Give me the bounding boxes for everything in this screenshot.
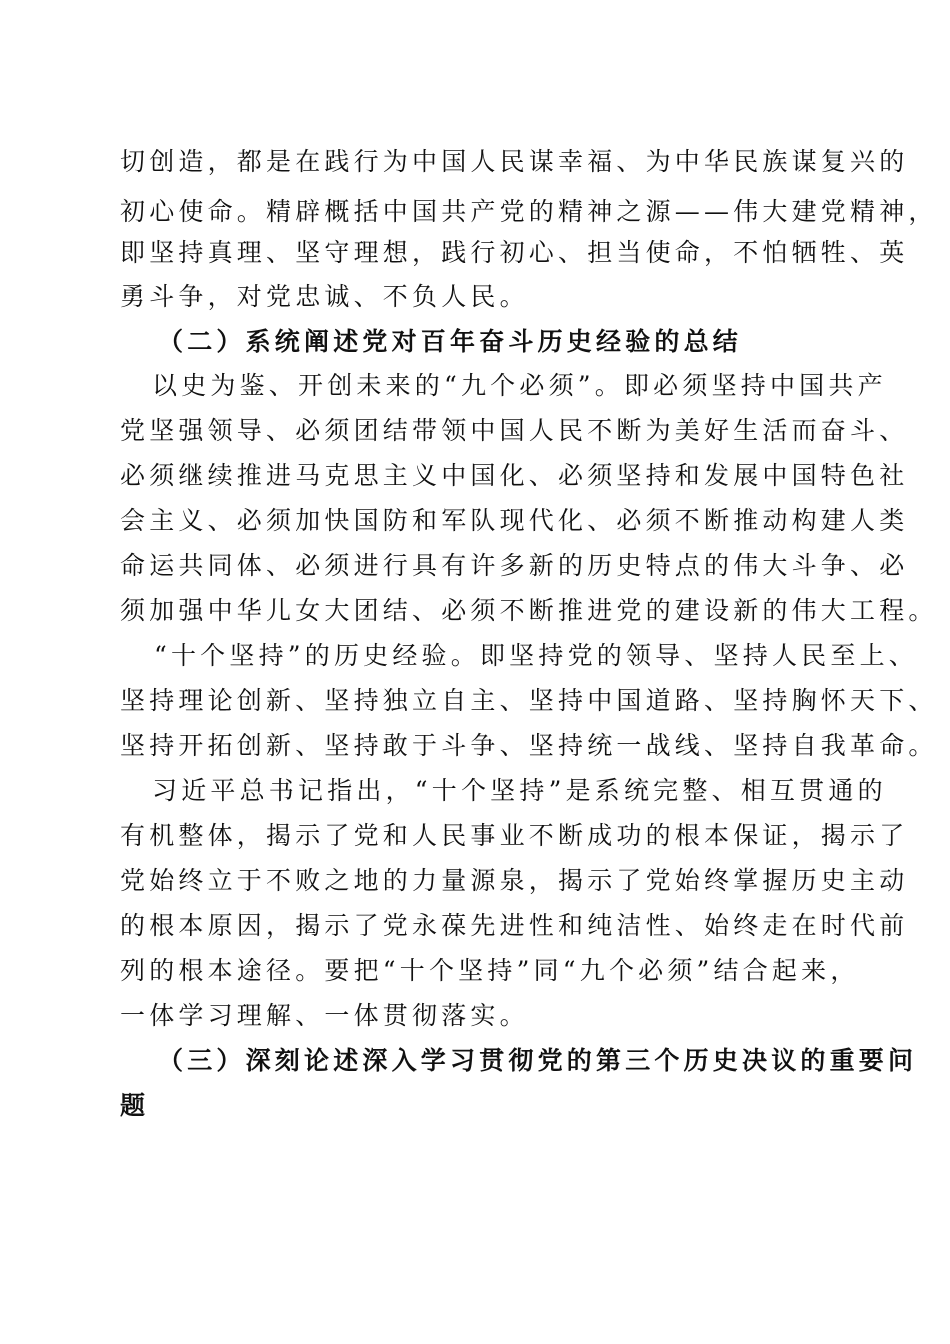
section-heading-3: （三）深刻论述深入学习贯彻党的第三个历史决议的重要问 [158, 1046, 918, 1075]
body-text-line: 党始终立于不败之地的力量源泉，揭示了党始终掌握历史主动 [120, 866, 909, 895]
body-text-line: 须加强中华儿女大团结、必须不断推进党的建设新的伟大工程。 [120, 596, 938, 625]
body-text-line: 必须继续推进马克思主义中国化、必须坚持和发展中国特色社 [120, 461, 909, 490]
body-text-line: 即坚持真理、坚守理想，践行初心、担当使命，不怕牺牲、英 [120, 238, 909, 267]
body-text-line: 习近平总书记指出，“十个坚持”是系统完整、相互贯通的 [152, 776, 887, 805]
section-heading-3-continued: 题 [120, 1091, 150, 1120]
body-text-line: 初心使命。精辟概括中国共产党的精神之源——伟大建党精神， [120, 197, 938, 226]
body-text-line: 勇斗争，对党忠诚、不负人民。 [120, 282, 529, 311]
body-text-line: 切创造，都是在践行为中国人民谋幸福、为中华民族谋复兴的 [120, 147, 909, 176]
body-text-line: “十个坚持”的历史经验。即坚持党的领导、坚持人民至上、 [154, 641, 918, 670]
body-text-line: 会主义、必须加快国防和军队现代化、必须不断推动构建人类 [120, 506, 909, 535]
body-text-line: 列的根本途径。要把“十个坚持”同“九个必须”结合起来， [120, 956, 860, 985]
body-text-line: 以史为鉴、开创未来的“九个必须”。即必须坚持中国共产 [152, 371, 887, 400]
body-text-line: 的根本原因，揭示了党永葆先进性和纯洁性、始终走在时代前 [120, 911, 909, 940]
body-text-line: 一体学习理解、一体贯彻落实。 [120, 1001, 529, 1030]
body-text-line: 有机整体，揭示了党和人民事业不断成功的根本保证，揭示了 [120, 821, 909, 850]
body-text-line: 坚持理论创新、坚持独立自主、坚持中国道路、坚持胸怀天下、 [120, 686, 938, 715]
body-text-line: 命运共同体、必须进行具有许多新的历史特点的伟大斗争、必 [120, 551, 909, 580]
section-heading-2: （二）系统阐述党对百年奋斗历史经验的总结 [158, 327, 743, 356]
body-text-line: 党坚强领导、必须团结带领中国人民不断为美好生活而奋斗、 [120, 416, 909, 445]
body-text-line: 坚持开拓创新、坚持敢于斗争、坚持统一战线、坚持自我革命。 [120, 731, 938, 760]
